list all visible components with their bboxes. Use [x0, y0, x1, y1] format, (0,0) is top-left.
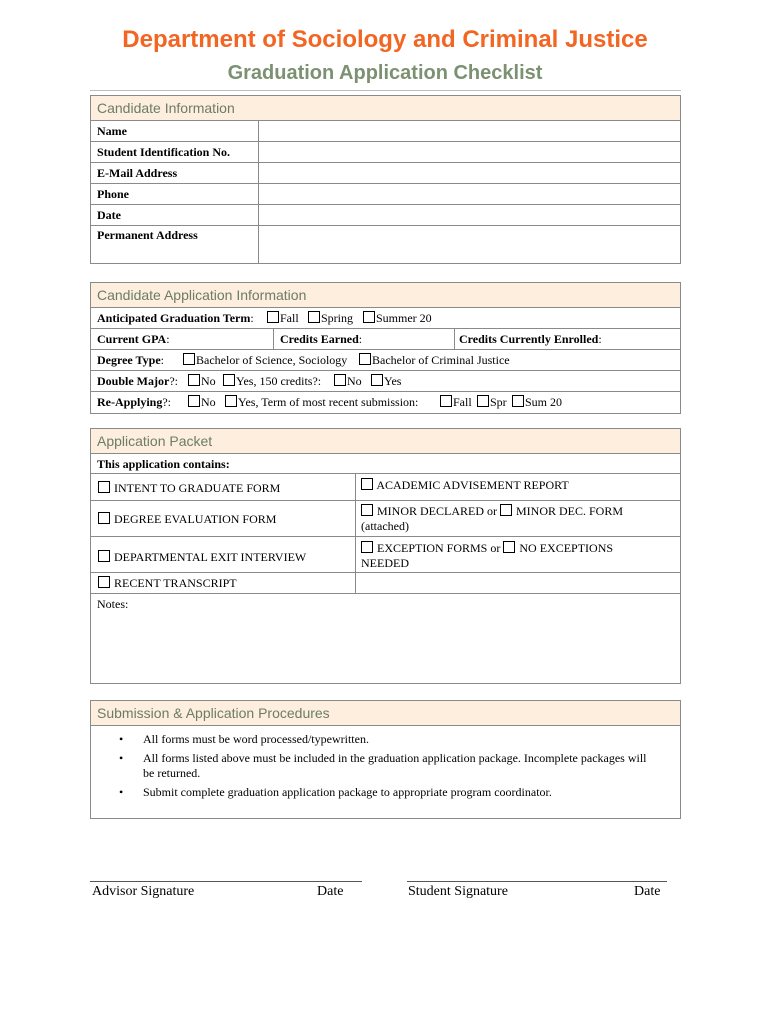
minor-dec-form-label: MINOR DEC. FORM: [516, 504, 624, 518]
no-exceptions-label: NO EXCEPTIONS: [519, 541, 614, 555]
name-field[interactable]: [259, 121, 680, 141]
intent-label: INTENT TO GRADUATE FORM: [114, 481, 281, 495]
packet-row-3: [91, 537, 680, 573]
list-item: • Submit complete graduation application package to appropriate program coordinator.: [91, 785, 680, 800]
degree-evaluation-checkbox[interactable]: [98, 512, 110, 524]
list-item: • All forms listed above must be included in the graduation application package. Incomplete packages will be returned.: [91, 751, 680, 781]
student-date-label: Date: [634, 884, 661, 899]
procedures-list: [91, 732, 680, 800]
no-exceptions-checkbox[interactable]: [503, 541, 515, 553]
title-divider: [90, 90, 681, 91]
sum-label: Sum 20: [525, 395, 563, 409]
graduation-term-row: [91, 308, 680, 329]
student-signature-label: Student Signature: [408, 884, 508, 899]
advisor-signature-label: Advisor Signature: [92, 884, 195, 899]
exception-forms-checkbox[interactable]: [361, 541, 373, 553]
exit-interview-checkbox[interactable]: [98, 550, 110, 562]
packet-contains-row: [91, 454, 680, 474]
exit-interview-label: DEPARTMENTAL EXIT INTERVIEW: [114, 550, 307, 564]
application-packet-section: [90, 428, 681, 684]
reapplying-row: [91, 392, 680, 413]
phone-field[interactable]: [259, 184, 680, 204]
sociology-label: Bachelor of Science, Sociology: [196, 353, 348, 367]
intent-checkbox[interactable]: [98, 481, 110, 493]
summer-checkbox[interactable]: [363, 311, 375, 323]
packet-row-2: [91, 501, 680, 537]
attached-label: (attached): [361, 519, 409, 533]
email-label: E-Mail Address: [97, 166, 178, 180]
email-field[interactable]: [259, 163, 680, 183]
section-heading: Submission & Application Procedures: [91, 701, 680, 726]
student-signature-line[interactable]: [407, 881, 667, 882]
advisor-signature-line[interactable]: [90, 881, 362, 882]
degree-type-label: Degree Type: [97, 353, 161, 367]
reapply-summer-checkbox[interactable]: [512, 395, 524, 407]
address-label: Permanent Address: [97, 228, 198, 242]
sociology-checkbox[interactable]: [183, 353, 195, 365]
degree-type-row: [91, 350, 680, 371]
question-colon: ?:: [162, 395, 172, 409]
reapplying-yes-checkbox[interactable]: [225, 395, 237, 407]
criminal-justice-label: Bachelor of Criminal Justice: [372, 353, 510, 367]
question-colon: ?:: [169, 374, 178, 388]
fall-label: Fall: [280, 311, 299, 325]
name-row: [91, 121, 680, 142]
most-recent-submission-label: Yes, Term of most recent submission:: [238, 395, 419, 409]
needed-label: NEEDED: [361, 556, 409, 570]
spr-label: Spr: [490, 395, 507, 409]
exception-forms-label: EXCEPTION FORMS or: [377, 541, 501, 555]
no-label: No: [201, 374, 216, 388]
student-id-field[interactable]: [259, 142, 680, 162]
phone-row: [91, 184, 680, 205]
student-id-label: Student Identification No.: [97, 145, 231, 159]
double-major-row: [91, 371, 680, 392]
double-major-no-checkbox[interactable]: [188, 374, 200, 386]
section-heading: Application Packet: [91, 429, 680, 454]
name-label: Name: [97, 124, 127, 138]
student-id-row: [91, 142, 680, 163]
section-heading: Candidate Application Information: [91, 283, 680, 308]
candidate-information-section: [90, 95, 681, 264]
graduation-term-label: Anticipated Graduation Term: [97, 311, 251, 325]
spring-label: Spring: [321, 311, 354, 325]
list-item: • All forms must be word processed/typewritten.: [91, 732, 680, 747]
academic-label: ACADEMIC ADVISEMENT REPORT: [376, 478, 569, 492]
advisor-date-label: Date: [317, 884, 344, 899]
fall-label: Fall: [453, 395, 472, 409]
page-subtitle: Graduation Application Checklist: [227, 62, 543, 84]
packet-contains-label: This application contains:: [97, 457, 230, 471]
credits-no-checkbox[interactable]: [334, 374, 346, 386]
reapplying-no-checkbox[interactable]: [188, 395, 200, 407]
credits-enrolled-label: Credits Currently Enrolled: [459, 332, 599, 346]
address-field[interactable]: [259, 226, 680, 263]
reapply-fall-checkbox[interactable]: [440, 395, 452, 407]
address-row: [91, 226, 680, 263]
page-title: Department of Sociology and Criminal Justice: [122, 26, 648, 53]
date-row: [91, 205, 680, 226]
degree-evaluation-label: DEGREE EVALUATION FORM: [114, 512, 277, 526]
double-major-yes-checkbox[interactable]: [223, 374, 235, 386]
academic-checkbox[interactable]: [361, 478, 373, 490]
no-label: No: [347, 374, 362, 388]
colon: :: [160, 353, 164, 367]
no-label: No: [201, 395, 216, 409]
double-major-label: Double Major: [97, 374, 170, 388]
application-information-section: [90, 282, 681, 414]
notes-label: Notes:: [97, 597, 129, 611]
colon: :: [250, 311, 254, 325]
colon: :: [358, 332, 363, 346]
email-row: [91, 163, 680, 184]
colon: :: [598, 332, 602, 346]
colon: :: [166, 332, 170, 346]
notes-row[interactable]: [91, 594, 680, 683]
submission-section: [90, 700, 681, 819]
gpa-label: Current GPA: [97, 332, 167, 346]
transcript-label: RECENT TRANSCRIPT: [114, 576, 237, 590]
phone-label: Phone: [97, 187, 130, 201]
date-label: Date: [97, 208, 121, 222]
spring-checkbox[interactable]: [308, 311, 320, 323]
date-field[interactable]: [259, 205, 680, 225]
section-heading: Candidate Information: [91, 96, 680, 121]
reapplying-label: Re-Applying: [97, 395, 163, 409]
transcript-checkbox[interactable]: [98, 576, 110, 588]
reapply-spring-checkbox[interactable]: [477, 395, 489, 407]
minor-dec-form-checkbox[interactable]: [500, 504, 512, 516]
fall-checkbox[interactable]: [267, 311, 279, 323]
gpa-credits-row: [91, 329, 680, 350]
packet-row-4: [91, 573, 680, 594]
yes-label: Yes: [384, 374, 402, 388]
credits-earned-label: Credits Earned: [280, 332, 359, 346]
minor-declared-checkbox[interactable]: [361, 504, 373, 516]
criminal-justice-checkbox[interactable]: [359, 353, 371, 365]
packet-row-1: [91, 474, 680, 501]
credits-yes-checkbox[interactable]: [371, 374, 383, 386]
minor-declared-label: MINOR DECLARED or: [377, 504, 497, 518]
summer-label: Summer 20: [376, 311, 432, 325]
yes-150-credits-label: Yes, 150 credits?:: [236, 374, 322, 388]
